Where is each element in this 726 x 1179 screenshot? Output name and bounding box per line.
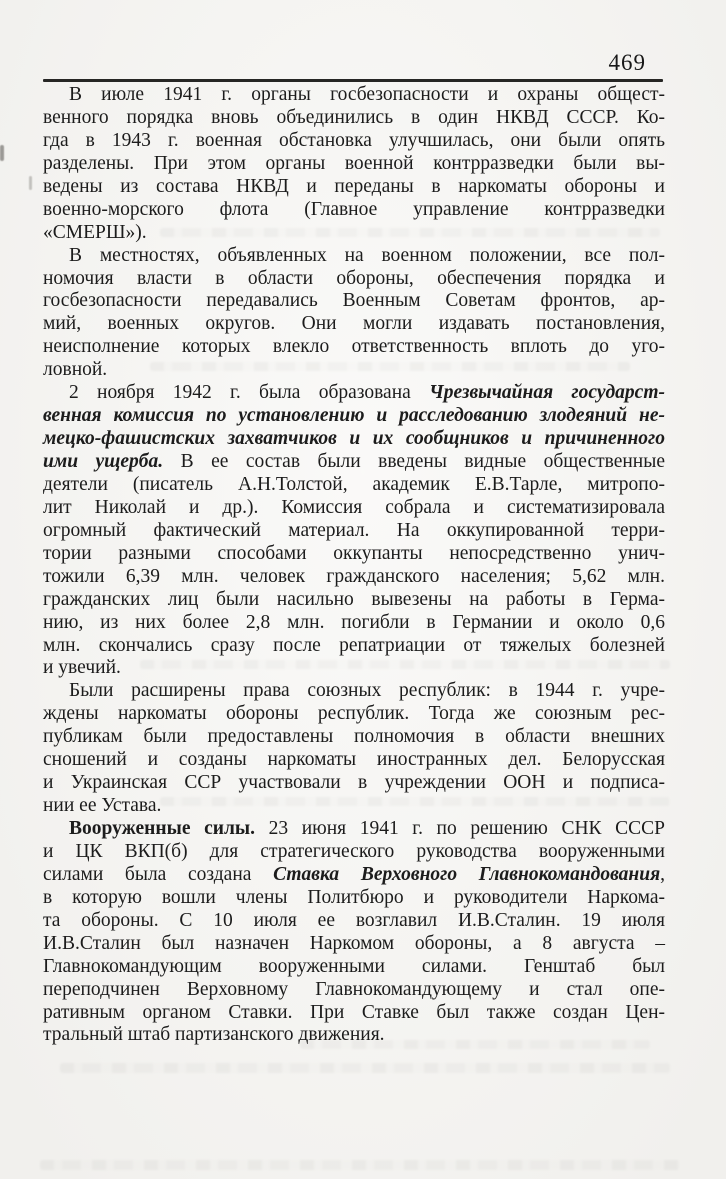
page-number: 469 — [608, 50, 646, 75]
paragraph — [43, 84, 665, 245]
text-line — [43, 979, 665, 1002]
paragraph — [43, 818, 665, 1047]
text-line — [43, 726, 665, 749]
text-segment: В июле 1941 г. органы госбезопасности и охраны общест- — [69, 84, 665, 105]
text-segment: силами была создана — [43, 863, 274, 885]
text-line — [43, 680, 665, 703]
text-segment: мецко-фашистских захватчиков и их сообщников и причиненного — [43, 428, 665, 450]
text-line — [43, 405, 665, 428]
text-line — [43, 818, 665, 841]
text-segment: ждены наркоматы обороны республик. Тогда же союзным рес- — [43, 703, 665, 725]
text-line — [43, 520, 665, 543]
text-line — [43, 543, 665, 566]
text-segment: мий, военных округов. Они могли издавать постановления, — [43, 313, 665, 335]
text-line — [43, 772, 665, 795]
text-line — [43, 268, 665, 291]
text-line — [43, 497, 665, 520]
text-segment: тральный штаб партизанского движения. — [43, 1024, 385, 1046]
text-segment: Чрезвычайная государст- — [429, 382, 665, 404]
text-segment: нии ее Устава. — [43, 795, 162, 817]
text-segment: тожили 6,39 млн. человек гражданского населения; 5,62 млн. — [43, 565, 665, 587]
text-segment: военно-морского флота (Главное управление контрразведки — [43, 198, 665, 220]
text-segment: переподчинен Верховному Главнокомандующему и стал опе- — [43, 978, 665, 1000]
text-line — [43, 749, 665, 772]
text-segment: Главнокомандующим вооруженными силами. Генштаб был — [43, 955, 665, 977]
text-line — [43, 153, 665, 176]
text-line — [43, 84, 665, 107]
text-line — [43, 107, 665, 130]
text-segment: публикам были предоставлены полномочия в области внешних — [43, 726, 665, 748]
text-line — [43, 841, 665, 864]
text-line — [43, 336, 665, 359]
header-rule — [43, 79, 663, 82]
bleedthrough-artifact — [140, 660, 670, 669]
text-segment: сношений и созданы наркоматы иностранных дел. Белорусская — [43, 749, 665, 771]
text-segment: и Украинская ССР участвовали в учреждении ООН и подписа- — [43, 772, 665, 794]
text-segment: разделены. При этом органы военной контрразведки были вы- — [43, 152, 665, 174]
text-segment: , — [660, 863, 665, 885]
bleedthrough-artifact — [300, 1040, 650, 1049]
text-line — [43, 864, 665, 887]
paragraph — [43, 382, 665, 680]
text-line — [43, 887, 665, 910]
text-segment: нию, из них более 2,8 млн. погибли в Германии и около 0,6 — [43, 611, 665, 633]
text-segment: Были расширены права союзных республик: в 1944 г. учре- — [69, 680, 665, 702]
text-segment: и увечий. — [43, 657, 121, 679]
text-segment: гражданских лиц были насильно вывезены на работы в Герма- — [43, 588, 665, 610]
text-line — [43, 313, 665, 336]
text-line — [43, 589, 665, 612]
bleedthrough-artifact — [40, 1160, 680, 1170]
text-line — [43, 910, 665, 933]
text-segment: деятели (писатель А.Н.Толстой, академик Е.В.Тарле, митропо- — [43, 473, 665, 495]
text-line — [43, 428, 665, 451]
text-line — [43, 199, 665, 222]
text-line — [43, 612, 665, 635]
text-line — [43, 703, 665, 726]
text-segment: в которую вошли члены Политбюро и руководители Наркома- — [43, 886, 665, 908]
scan-speck — [29, 176, 32, 190]
text-segment: та обороны. С 10 июля ее возглавил И.В.Сталин. 19 июля — [43, 909, 665, 931]
text-line — [43, 1002, 665, 1025]
text-segment: огромный фактический материал. На оккупированной терри- — [43, 519, 665, 541]
text-line — [43, 290, 665, 313]
text-segment: И.В.Сталин был назначен Наркомом обороны, а 8 августа – — [43, 932, 665, 954]
bleedthrough-artifact — [160, 228, 660, 237]
text-segment: номочия власти в области обороны, обеспечения порядка и — [43, 267, 665, 289]
text-segment: венная комиссия по установлению и расследованию злодеяний не- — [43, 405, 665, 427]
text-segment: ративным органом Ставки. При Ставке был также создан Цен- — [43, 1001, 665, 1023]
text-segment: неисполнение которых влекло ответственность вплоть до уго- — [43, 336, 665, 358]
text-segment: «СМЕРШ»). — [43, 221, 147, 243]
text-line — [43, 130, 665, 153]
text-line — [43, 635, 665, 658]
text-segment: и ЦК ВКП(б) для стратегического руководства вооруженными — [43, 840, 665, 862]
text-line — [43, 933, 665, 956]
text-line — [43, 382, 665, 405]
text-segment: В ее состав были введены видные общественные — [163, 451, 665, 472]
text-segment: ведены из состава НКВД и переданы в наркоматы обороны и — [43, 175, 665, 197]
text-line — [43, 245, 665, 268]
bleedthrough-artifact — [160, 797, 670, 806]
text-segment: лит Николай и др.). Комиссия собрала и систематизировала — [43, 496, 665, 518]
text-line — [43, 451, 665, 474]
scan-speck — [0, 145, 4, 161]
text-segment: млн. скончались сразу после репатриации от тяжелых болезней — [43, 634, 665, 656]
text-segment: 2 ноября 1942 г. была образована — [69, 382, 430, 404]
text-line — [43, 956, 665, 979]
text-segment: тории разными способами оккупанты непосредственно унич- — [43, 542, 665, 564]
text-segment: гда в 1943 г. военная обстановка улучшилась, они были опять — [43, 129, 665, 151]
text-segment: 23 июня 1941 г. по решению СНК СССР — [255, 818, 665, 839]
text-segment: В местностях, объявленных на военном положении, все пол- — [69, 244, 665, 266]
text-segment: ими ущерба. — [43, 451, 164, 472]
text-line — [43, 566, 665, 589]
text-segment: госбезопасности передавались Военным Советам фронтов, ар- — [43, 290, 665, 312]
bleedthrough-artifact — [60, 1063, 670, 1073]
text-segment: Вооруженные силы. — [69, 818, 255, 839]
text-line — [43, 474, 665, 497]
text-segment: Ставка Верховного Главнокомандования — [273, 863, 661, 885]
bleedthrough-artifact — [150, 362, 630, 371]
text-segment: ловной. — [43, 359, 108, 381]
text-segment: венного порядка вновь объединились в один НКВД СССР. Ко- — [43, 106, 665, 128]
text-line — [43, 176, 665, 199]
